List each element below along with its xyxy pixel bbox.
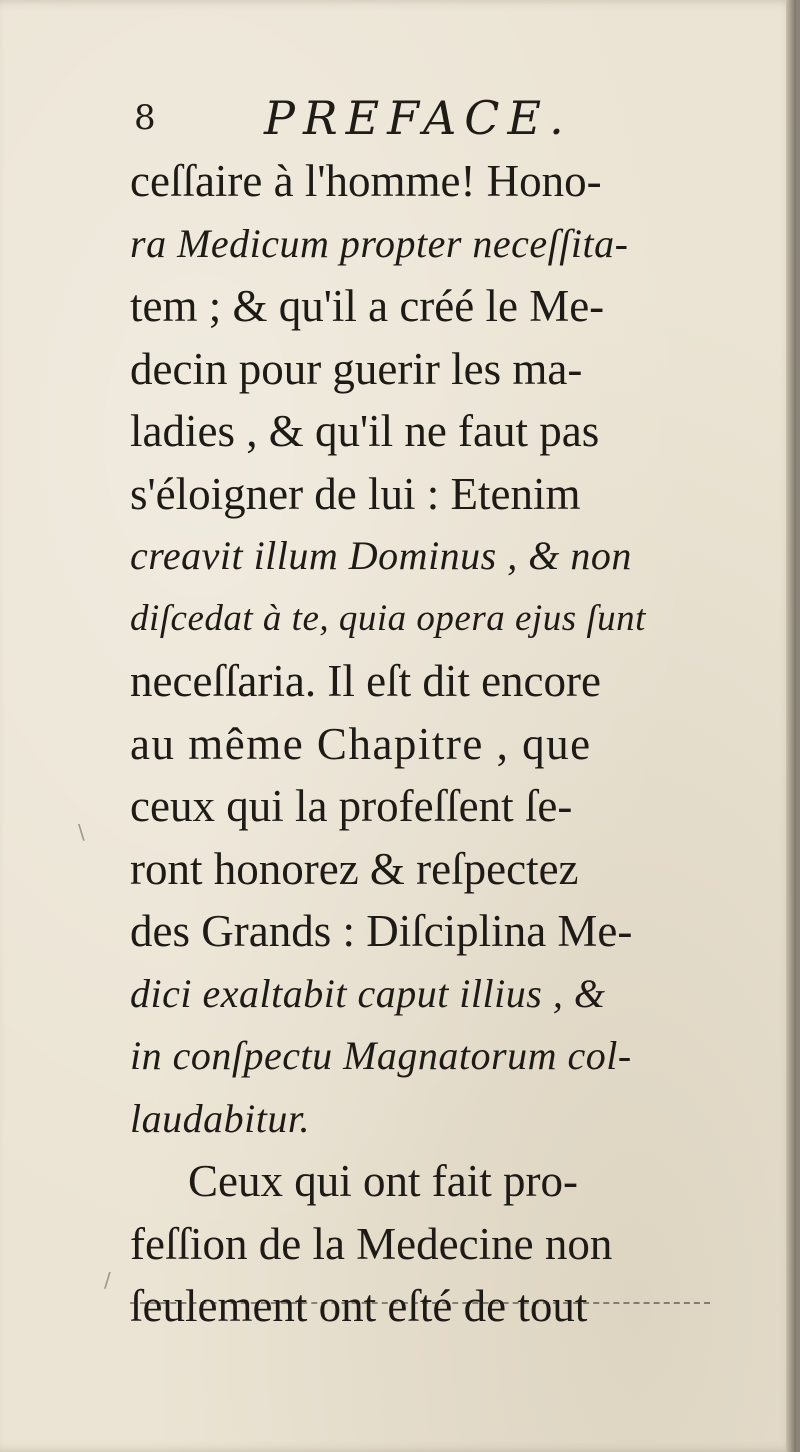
margin-speck: \	[78, 820, 85, 844]
text-line: ceux qui la profeſſent ſe-	[130, 781, 573, 831]
paragraph-first-line: Ceux qui ont fait pro-	[188, 1156, 578, 1206]
page-number: 8	[134, 98, 156, 138]
text-line-latin: creavit illum Dominus , & non	[130, 533, 632, 578]
text-line: feſſion de la Medecine non	[130, 1218, 613, 1269]
running-title: PREFACE.	[264, 91, 572, 145]
text-line: tem ; & qu'il a créé le Me-	[130, 281, 605, 331]
text-line-latin: diſcedat à te, quia opera ejus ſunt	[130, 597, 646, 639]
text-line: decin pour guerir les ma-	[130, 343, 583, 394]
running-head	[134, 88, 694, 148]
text-line: au même Chapitre , que	[130, 718, 592, 769]
text-line: neceſſaria. Il eſt dit encore	[130, 656, 601, 706]
text-line-latin: ra Medicum propter neceſſita-	[130, 220, 629, 266]
body-text	[130, 150, 715, 1338]
text-line: ſeulement ont eſté de tout	[130, 1281, 588, 1331]
text-line-latin: laudabitur.	[130, 1095, 310, 1141]
text-line: ladies , & qu'il ne faut pas	[130, 406, 600, 456]
text-line: ceſſaire à l'homme! Hono-	[130, 156, 602, 206]
page-gutter-shadow	[786, 0, 796, 1452]
text-line-latin: in conſpectu Magnatorum col-	[130, 1033, 632, 1078]
bleed-through-rule	[130, 1300, 710, 1304]
text-line: des Grands : Diſciplina Me-	[130, 906, 633, 956]
text-line-latin: dici exaltabit caput illius , &	[130, 970, 606, 1016]
text-line: ront honorez & reſpectez	[130, 843, 579, 894]
text-line: s'éloigner de lui : Etenim	[130, 468, 581, 519]
margin-speck: /	[104, 1268, 111, 1292]
